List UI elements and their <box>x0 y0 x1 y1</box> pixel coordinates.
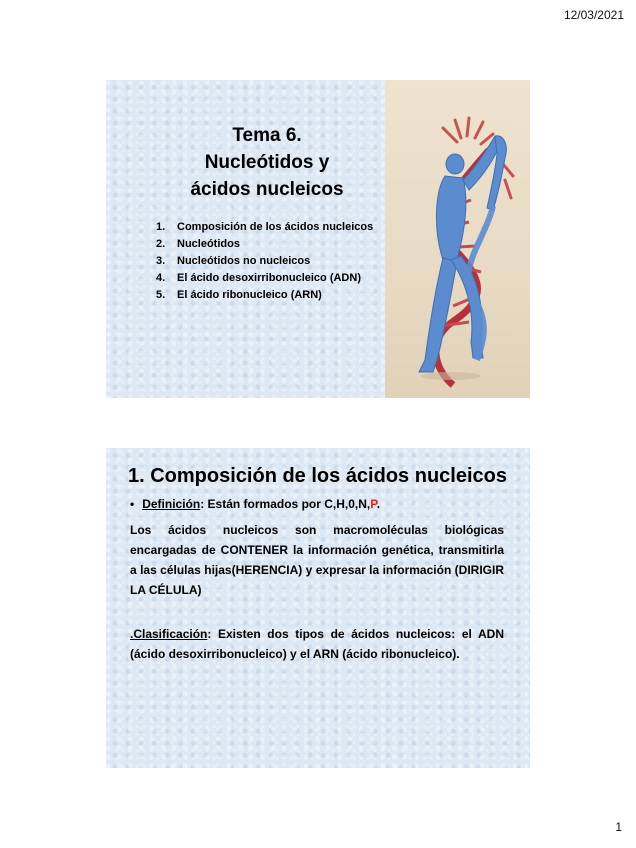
list-item <box>152 254 392 268</box>
list-number: 1. <box>156 221 166 233</box>
topics-list <box>152 220 392 305</box>
page-number: 1 <box>615 820 622 834</box>
classification-text: : Existen dos tipos de ácidos nucleicos: el ADN (ácido desoxirribonucleico) y el ARN (ácido ribonucleico). <box>130 627 504 661</box>
list-item <box>152 271 392 285</box>
list-number: 2. <box>156 238 166 250</box>
list-text: El ácido desoxirribonucleico (ADN) <box>177 272 361 284</box>
definition-paragraph: Los ácidos nucleicos son macromoléculas biológicas encargadas de CONTENER la información genética, transmitirla a las células hijas(HERENCIA) y expresar la información (DIRIGIR LA CÉLULA) <box>130 523 504 597</box>
list-text: Nucleótidos no nucleicos <box>177 255 311 267</box>
list-text: El ácido ribonucleico (ARN) <box>177 289 322 301</box>
classification-label: .Clasificación <box>130 627 208 641</box>
slide-1 <box>106 80 530 398</box>
dna-figure-illustration-icon <box>385 80 530 398</box>
list-number: 4. <box>156 272 166 284</box>
classification-paragraph <box>130 624 504 664</box>
phosphorus-highlight: P <box>370 497 377 511</box>
slide-2-title: 1. Composición de los ácidos nucleicos <box>128 465 507 487</box>
list-number: 5. <box>156 289 166 301</box>
definition-line <box>130 496 510 512</box>
list-item <box>152 237 392 251</box>
definition-label: Definición <box>142 497 201 511</box>
print-date: 12/03/2021 <box>563 8 624 22</box>
list-item <box>152 288 392 302</box>
list-number: 3. <box>156 255 166 267</box>
title-line: Tema 6. <box>232 125 302 146</box>
dna-figure-image <box>385 80 530 398</box>
bullet: • <box>130 497 135 511</box>
title-line: Nucleótidos y <box>204 152 330 173</box>
list-item <box>152 220 392 234</box>
definition-end: . <box>376 497 381 511</box>
title-line: ácidos nucleicos <box>190 179 344 200</box>
slide-1-title <box>136 122 398 203</box>
list-text: Composición de los ácidos nucleicos <box>177 221 374 233</box>
slide-2 <box>106 448 530 768</box>
list-text: Nucleótidos <box>177 238 240 250</box>
definition-text: : Están formados por C,H,0,N, <box>200 497 371 511</box>
